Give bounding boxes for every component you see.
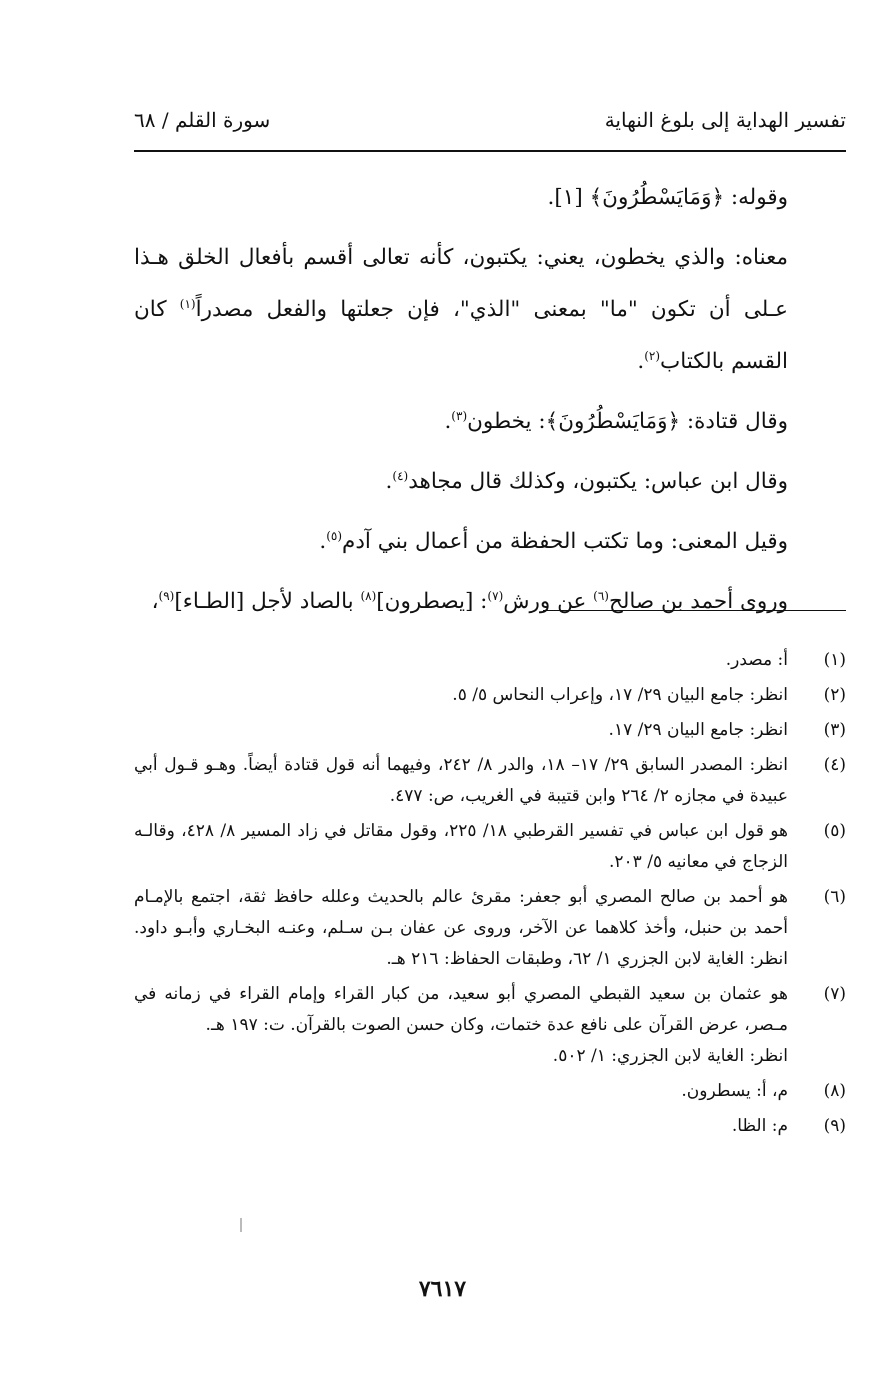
header-book-title: تفسير الهداية إلى بلوغ النهاية: [604, 108, 846, 132]
text-run: .: [444, 409, 452, 434]
text-run: : يخطون: [467, 409, 546, 434]
text-run: ،: [151, 589, 159, 614]
text-run: .: [319, 529, 327, 554]
footnote-number: (٢): [823, 685, 846, 705]
footnote-number: (٤): [823, 755, 846, 775]
footnote-ref[interactable]: (٩): [158, 588, 175, 603]
footnote-text: م: الظا.: [731, 1116, 788, 1136]
footnote-item: [134, 979, 846, 1072]
footnotes-list: [134, 645, 846, 1146]
page-number: ٧٦١٧: [418, 1276, 467, 1302]
footnote-item: [134, 715, 846, 746]
footnote-number: (٣): [823, 720, 846, 740]
header-rule: [134, 150, 846, 152]
text-run: : [يصطرون]: [376, 589, 488, 614]
text-run: وقيل المعنى: وما تكتب الحفظة من أعمال بني آدم: [342, 529, 788, 554]
footnote-number: (٦): [823, 887, 846, 907]
footnote-text: انظر: جامع البيان ٢٩/ ١٧.: [608, 720, 788, 740]
text-run: [١].: [547, 185, 590, 210]
footnote-item: [134, 1076, 846, 1107]
footnote-number: (٩): [823, 1116, 846, 1136]
text-run: وقال ابن عباس: يكتبون، وكذلك قال مجاهد: [408, 469, 788, 494]
footnote-text: م، أ: يسطرون.: [681, 1081, 788, 1101]
footnote-number: (٨): [823, 1081, 846, 1101]
paragraph-2: [134, 232, 846, 388]
footnote-ref[interactable]: (٤): [392, 468, 409, 483]
text-run: كان القسم بالكتاب: [134, 297, 788, 374]
paragraph-3: [134, 396, 846, 448]
text-run: .: [385, 469, 393, 494]
footnote-ref[interactable]: (٥): [326, 528, 343, 543]
paragraph-4: [134, 456, 846, 508]
text-run: .: [637, 349, 645, 374]
footnote-item: [134, 882, 846, 975]
header-surah-page: سورة القلم / ٦٨: [134, 108, 271, 132]
footnote-ref[interactable]: (٨): [360, 588, 377, 603]
footnote-number: (٧): [823, 984, 846, 1004]
footnote-text: انظر: جامع البيان ٢٩/ ١٧، وإعراب النحاس ٥/ ٥.: [452, 685, 788, 705]
footnote-text: انظر: المصدر السابق ٢٩/ ١٧– ١٨، والدر ٨/ ٢٤٢، وفيهما أنه قول قتادة أيضاً. وهـو قـول أبي عبيدة في مجازه ٢/ ٢٦٤ وابن قتيبة في الغريب، ص: ٤٧٧.: [134, 755, 788, 806]
footnote-item: [134, 750, 846, 812]
paragraph-6: [134, 576, 846, 628]
text-run: وقوله:: [724, 185, 788, 210]
text-run: وروى أحمد بن صالح: [608, 589, 788, 614]
footnote-separator: [543, 610, 846, 611]
footnote-number: (٥): [823, 821, 846, 841]
text-run: وقال قتادة:: [680, 409, 788, 434]
footnote-ref[interactable]: (١): [179, 296, 196, 311]
footnote-ref[interactable]: (٢): [644, 348, 661, 363]
quran-verse: ﴿وَمَايَسْطُرُونَ﴾: [545, 409, 681, 434]
footnote-text: هو عثمان بن سعيد القبطي المصري أبو سعيد، من كبار القراء وإمام القراء في زمانه في مـصر، عرض القرآن على نافع عدة ختمات، وكان حسن الصوت بالقرآن. ت: ١٩٧ هـ. انظر: الغاية لابن الجزري: ١/ ٥٠٢.: [134, 984, 788, 1066]
text-run: عن ورش: [503, 589, 594, 614]
footnote-item: [134, 645, 846, 676]
scan-mark: [240, 1218, 242, 1232]
quran-verse: ﴿وَمَايَسْطُرُونَ﴾: [589, 185, 725, 210]
paragraph-5: [134, 516, 846, 568]
footnote-item: [134, 680, 846, 711]
footnote-item: [134, 1111, 846, 1142]
text-run: بالصاد لأجل [الطـاء]: [174, 589, 361, 614]
footnote-ref[interactable]: (٦): [593, 588, 609, 603]
footnote-text: هو أحمد بن صالح المصري أبو جعفر: مقرئ عالم بالحديث وعلله حافظ ثقة، اجتمع بالإمـام أحمد بن حنبل، وأخذ كلاهما عن الآخر، وروى عن عفان بـن سـلم، وعنـه البخـاري وأبـو داود. انظر: الغاية لابن الجزري ١/ ٦٢، وطبقات الحفاظ: ٢١٦ هـ.: [134, 887, 788, 969]
footnote-ref[interactable]: (٣): [451, 408, 468, 423]
text-run: معناه: والذي يخطون، يعني: يكتبون، كأنه تعالى أقسم بأفعال الخلق هـذا عـلى أن تكون "ما" بمعنى "الذي"، فإن جعلتها والفعل مصدراً: [134, 245, 788, 322]
paragraph-1: [134, 172, 846, 224]
footnote-text: أ: مصدر.: [725, 650, 788, 670]
footnote-item: [134, 816, 846, 878]
footnote-ref[interactable]: (٧): [487, 588, 504, 603]
footnote-text: هو قول ابن عباس في تفسير القرطبي ١٨/ ٢٢٥، وقول مقاتل في زاد المسير ٨/ ٤٢٨، وقالـه الزجاج في معانيه ٥/ ٢٠٣.: [134, 821, 788, 872]
footnote-number: (١): [823, 650, 846, 670]
running-header: [134, 108, 846, 132]
main-text: [134, 172, 846, 628]
